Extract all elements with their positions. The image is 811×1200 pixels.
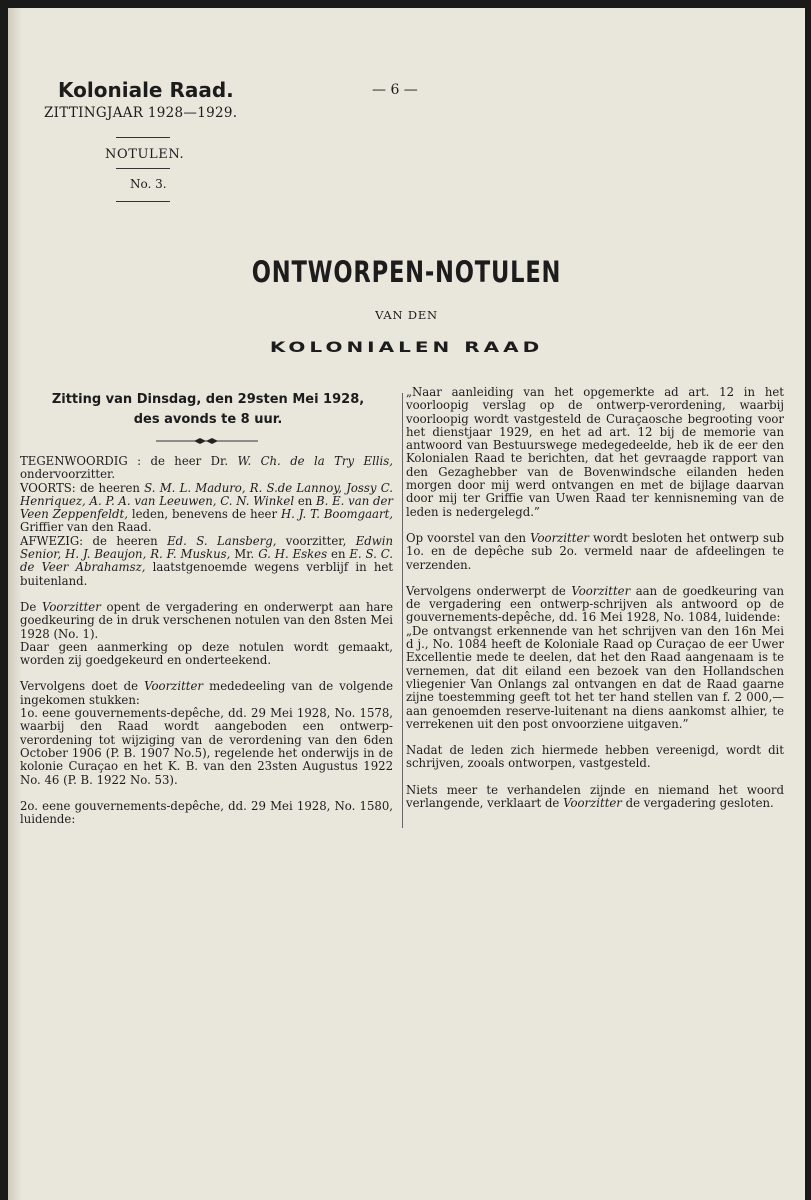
column-divider xyxy=(402,393,403,828)
header-rule xyxy=(116,201,170,202)
name-italic: H. J. T. Boomgaart, xyxy=(280,507,394,522)
attendance-also xyxy=(20,482,393,535)
paragraph xyxy=(406,784,784,811)
right-column xyxy=(406,386,784,823)
name-italic: B. E. van der Veen Zeppenfeldt, xyxy=(20,493,393,522)
paragraph xyxy=(20,680,393,707)
voorzitter-italic: Voorzitter xyxy=(530,530,589,545)
main-title: ONTWORPEN-NOTULEN xyxy=(251,255,562,289)
text: Vervolgens doet de xyxy=(20,679,145,694)
attendance-absent xyxy=(20,535,393,588)
header-rule xyxy=(116,168,170,169)
page-number: — 6 — xyxy=(372,82,418,98)
name-italic: G. H. Eskes xyxy=(258,547,328,562)
sitting-line1: Zitting van Dinsdag, den 29sten Mei 1928, xyxy=(51,392,365,407)
text: laatstgenoemde wegens verblijf in het buitenland. xyxy=(20,560,393,588)
text: mededeeling van de volgende ingekomen stukken: xyxy=(20,679,393,707)
document-page xyxy=(8,8,805,1200)
header-notulen: NOTULEN. xyxy=(105,147,185,162)
voorzitter-italic: Voorzitter xyxy=(571,583,631,598)
paragraph: Daar geen aanmerking op deze notulen wordt gemaakt, worden zij goedgekeurd en onderteekend. xyxy=(20,639,393,668)
sitting-line2: des avonds te 8 uur. xyxy=(133,412,283,427)
text: ondervoorzitter. xyxy=(20,467,116,482)
quote-paragraph: „Naar aanleiding van het opgemerkte ad art. 12 in het voorloopig verslag op de ontwerp-verordening, waarbij voorloopig wordt vastgesteld de Curaçaosche begrooting voor het dienstjaar 1929, en het ad art. 12 bij de memorie van antwoord van Bestuurswege medegedeelde, heb ik de eer den Kolonialen Raad te berichten, dat het gevraagde rapport van den Gezaghebber van de Bovenwindsche eilanden heden morgen door mij werd ontvangen en met de bijlage daarvan door mij ter Griffie van Uwen Raad ter kennisneming van de leden is nedergelegd.” xyxy=(406,385,784,519)
text: TEGENWOORDIG : de heer Dr. xyxy=(20,454,238,468)
text: en xyxy=(327,547,350,562)
voorzitter-italic: Voorzitter xyxy=(41,599,101,614)
paragraph xyxy=(406,532,784,572)
text: de vergadering gesloten. xyxy=(621,796,774,811)
name-italic: S. M. L. Maduro, R. S.de Lannoy, Jossy C. Henriquez, A. P. A. van Leeuwen, C. N. Winkel xyxy=(20,480,393,508)
ornament-divider xyxy=(156,437,258,445)
text: wordt besloten het ontwerp sub 1o. en de depêche sub 2o. vermeld naar de afdeelingen te verzenden. xyxy=(406,530,784,572)
text: Op voorstel van den xyxy=(406,530,531,545)
header-number: No. 3. xyxy=(130,177,167,191)
text: leden, benevens de heer xyxy=(127,507,281,522)
text: Griffier van den Raad. xyxy=(20,520,152,535)
text: voorzitter, xyxy=(276,533,356,548)
name-italic: E. S. C. de Veer Abrahamsz, xyxy=(20,547,394,575)
text: aan de goedkeuring van de vergadering een ontwerp-schrijven als antwoord op de gouvernements-depêche, dd. 16 Mei 1928, No. 1084, luidende: xyxy=(406,583,784,625)
attendance-present xyxy=(20,455,393,482)
text: opent de vergadering en onderwerpt aan hare goedkeuring de in druk verschenen notulen van den 8sten Mei 1928 (No. 1). xyxy=(20,599,393,641)
paragraph: Nadat de leden zich hiermede hebben vereenigd, wordt dit schrijven, zooals ontworpen, vastgesteld. xyxy=(406,743,784,771)
text: VOORTS: de heeren xyxy=(20,480,145,495)
header-session: ZITTINGJAAR 1928—1929. xyxy=(44,105,238,121)
paragraph xyxy=(20,601,393,641)
paragraph xyxy=(406,585,784,625)
paragraph: 2o. eene gouvernements-depêche, dd. 29 Mei 1928, No. 1580, luidende: xyxy=(20,798,393,827)
left-column xyxy=(20,455,393,839)
text: Niets meer te verhandelen zijnde en niemand het woord verlangende, verklaart de xyxy=(406,782,784,811)
name-italic: W. Ch. de la Try Ellis, xyxy=(237,454,393,468)
quote-paragraph: „De ontvangst erkennende van het schrijven van den 16n Mei d j., No. 1084 heeft de Koloniale Raad op Curaçao de eer Uwer Excellentie mede te deelen, dat het den Raad aangenaam is te vernemen, dat dit eiland een bezoek van den Hollandschen vliegenier Van Onlangs zal ontvangen en dat de Raad gaarne zijne toestemming geeft tot het ter hand stellen van f. 2 000,— aan genoemden reserve-luitenant na diens aankomst alhier, te verrekenen uit den post onvoorziene uitgaven.” xyxy=(406,623,784,731)
voorzitter-italic: Voorzitter xyxy=(563,796,622,811)
name-italic: Edwin Senior, H. J. Beaujon, R. F. Muskus, xyxy=(20,533,393,562)
text: Mr. xyxy=(230,547,259,562)
text: en xyxy=(294,493,317,508)
council-name: KOLONIALEN RAAD xyxy=(269,338,544,356)
text: Vervolgens onderwerpt de xyxy=(406,583,572,598)
text: De xyxy=(20,599,42,614)
name-italic: Ed. S. Lansberg, xyxy=(167,533,277,548)
subtitle: VAN DEN xyxy=(375,308,438,322)
voorzitter-italic: Voorzitter xyxy=(144,679,203,694)
header-rule xyxy=(116,137,170,138)
paragraph: 1o. eene gouvernements-depêche, dd. 29 Mei 1928, No. 1578, waarbij den Raad wordt aangeboden een ontwerp-verordening tot wijziging van de verordening van den 6den October 1906 (P. B. 1907 No.5), regelende het onderwijs in de kolonie Curaçao en het K. B. van den 23sten Augustus 1922 No. 46 (P. B. 1922 No. 53). xyxy=(20,706,393,787)
sitting-heading xyxy=(48,390,368,430)
text: AFWEZIG: de heeren xyxy=(20,533,168,548)
header-title: Koloniale Raad. xyxy=(58,78,234,102)
